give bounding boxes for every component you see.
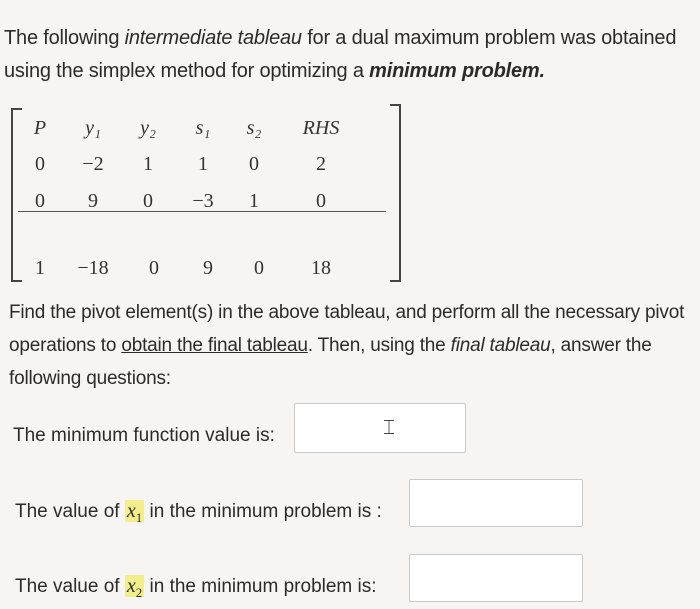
tableau-cell: 1 <box>143 153 153 175</box>
instructions-text <box>9 296 697 395</box>
instructions-part2: obtain the final tableau <box>121 335 308 356</box>
tableau-cell: 0 <box>316 190 326 212</box>
x1-value-input[interactable] <box>409 479 583 527</box>
x1-label-before: The value of <box>15 501 125 522</box>
x2-label-before: The value of <box>15 576 125 597</box>
tableau-cell: 0 <box>35 190 45 212</box>
intro-text <box>4 22 698 88</box>
tableau-cell: 1 <box>249 190 259 212</box>
intro-part3: for a dual maximum problem was obtained using the simplex method for optimizing a <box>4 27 677 82</box>
tableau-cell: 1 <box>35 257 45 279</box>
x2-sub: 2 <box>135 585 143 600</box>
tableau-header: y₁ <box>85 117 101 139</box>
min-function-value-input[interactable] <box>294 403 466 453</box>
text-cursor-icon: ⌶ <box>383 415 395 439</box>
min-function-value-label: The minimum function value is: <box>13 425 275 446</box>
tableau-cell: 0 <box>254 257 264 279</box>
instructions-part5: , answer the following questions: <box>9 335 652 389</box>
instructions-part4: final tableau <box>450 335 551 356</box>
tableau-divider <box>18 211 386 212</box>
x2-variable <box>125 575 144 600</box>
tableau-cell: −3 <box>192 190 214 212</box>
instructions-part3: . Then, using the <box>307 335 451 356</box>
tableau-cell: 2 <box>316 153 326 175</box>
tableau-right-bracket <box>390 104 401 282</box>
intro-part4: minimum problem. <box>369 60 545 82</box>
x2-value-label <box>15 574 377 605</box>
x2-value-input[interactable] <box>409 554 583 602</box>
tableau-cell: 9 <box>203 257 213 279</box>
tableau-header: y₂ <box>140 117 156 139</box>
tableau-header: s₁ <box>195 117 211 139</box>
tableau-cell: 1 <box>198 153 208 175</box>
x2-var: x <box>126 575 136 597</box>
tableau-cell: −18 <box>77 257 109 279</box>
tableau-header: P <box>33 117 47 139</box>
x1-label-after: in the minimum problem is : <box>144 501 382 522</box>
tableau-cell: −2 <box>82 153 104 175</box>
tableau-cell: 9 <box>88 190 98 212</box>
tableau-cell: 0 <box>143 190 153 212</box>
tableau-cell: 0 <box>249 153 259 175</box>
intro-part2: intermediate tableau <box>124 27 302 49</box>
x1-var: x <box>126 500 136 522</box>
tableau-header: s₂ <box>246 117 262 139</box>
tableau-header: RHS <box>302 117 340 139</box>
x1-value-label <box>15 499 382 530</box>
tableau-cell: 18 <box>311 257 331 279</box>
x2-label-after: in the minimum problem is: <box>144 576 377 597</box>
intro-part1: The following <box>4 27 125 49</box>
x1-variable <box>125 500 144 525</box>
tableau-cell: 0 <box>35 153 45 175</box>
x1-sub: 1 <box>135 510 143 525</box>
tableau-cell: 0 <box>149 257 159 279</box>
instructions-part1: Find the pivot element(s) in the above tableau, and perform all the necessary pivot operations to <box>9 302 685 356</box>
